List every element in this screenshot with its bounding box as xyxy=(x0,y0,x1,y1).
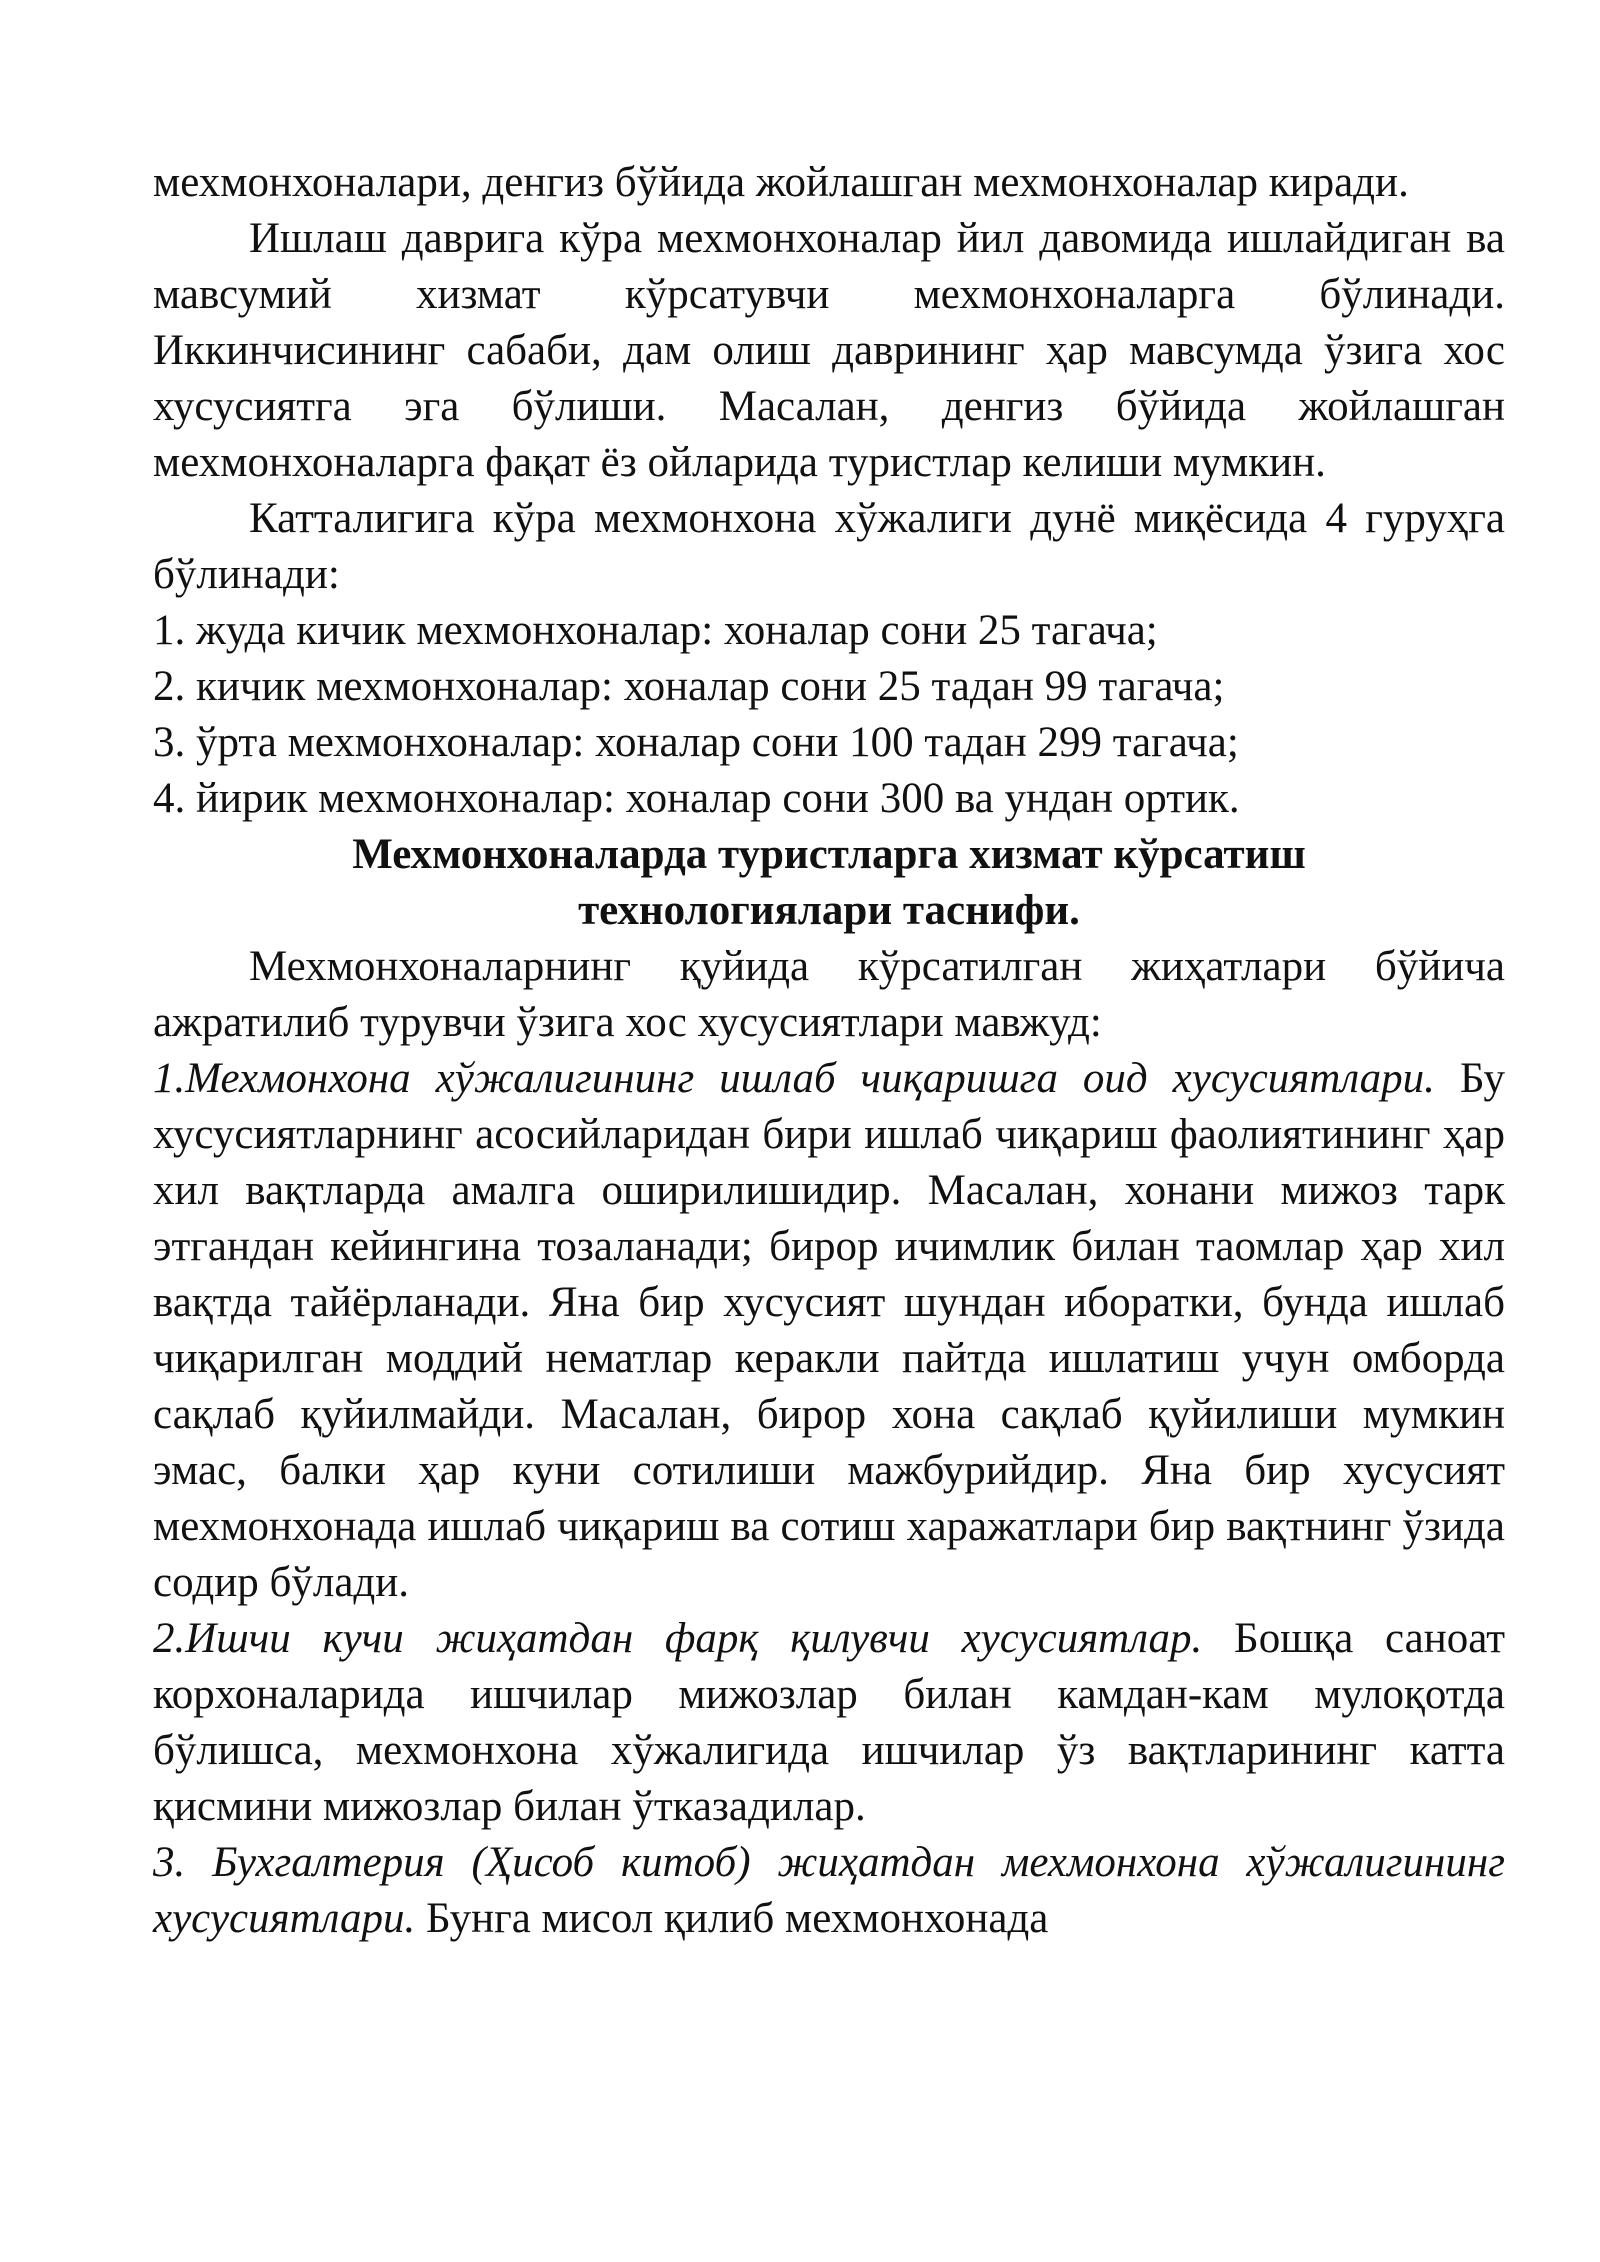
paragraph-features-intro: Мехмонхоналарнинг қуйида кўрсатилган жиҳатлари бўйича ажратилиб турувчи ўзига хос хусусиятлари мавжуд: xyxy=(153,943,1505,1046)
feature-2-text: Бошқа саноат корхоналарида ишчилар мижозлар билан камдан-кам мулоқотда бўлишса, мехмонхона хўжалигида ишчилар ўз вақтларининг катта қисмини мижозлар билан ўтказадилар. xyxy=(153,1615,1505,1830)
feature-3-paragraph xyxy=(153,1835,1505,1947)
feature-3-text: Бунга мисол қилиб мехмонхонада xyxy=(425,1895,1049,1942)
feature-1-paragraph xyxy=(153,1051,1505,1611)
paragraph-work-period: Ишлаш даврига кўра мехмонхоналар йил давомида ишлайдиган ва мавсумий хизмат кўрсатувчи мехмонхоналарга бўлинади. Иккинчисининг сабаби, дам олиш даврининг ҳар мавсумда ўзига хос хусусиятга эга бўлиши. Масалан, денгиз бўйида жойлашган мехмонхоналарга фақат ёз ойларида туристлар келиши мумкин. xyxy=(153,215,1505,486)
list-item: 4. йирик мехмонхоналар: хоналар сони 300 ва ундан ортик. xyxy=(153,775,1240,822)
document-page xyxy=(153,155,1505,1947)
list-item: 2. кичик мехмонхоналар: хоналар сони 25 тадан 99 тагача; xyxy=(153,663,1225,710)
section-heading-line-1: Мехмонхоналарда туристларга хизмат кўрсатиш xyxy=(352,831,1306,878)
paragraph-size-classification: Катталигига кўра мехмонхона хўжалиги дунё миқёсида 4 гуруҳга бўлинади: xyxy=(153,495,1505,598)
list-item: 1. жуда кичик мехмонхоналар: хоналар сони 25 тагача; xyxy=(153,607,1158,654)
paragraph-intro: мехмонхоналари, денгиз бўйида жойлашган мехмонхоналар киради. xyxy=(153,159,1409,206)
feature-1-text: Бу хусусиятларнинг асосийларидан бири ишлаб чиқариш фаолиятининг ҳар хил вақтларда амалга оширилишидир. Масалан, хонани мижоз тарк этгандан кейингина тозаланади; бирор ичимлик билан таомлар ҳар хил вақтда тайёрланади. Яна бир хусусият шундан иборатки, бунда ишлаб чиқарилган моддий нематлар керакли пайтда ишлатиш учун омборда сақлаб қуйилмайди. Масалан, бирор хона сақлаб қуйилиши мумкин эмас, балки ҳар куни сотилиши мажбурийдир. Яна бир хусусият мехмонхонада ишлаб чиқариш ва сотиш харажатлари бир вақтнинг ўзида содир бўлади. xyxy=(153,1055,1505,1606)
feature-2-paragraph xyxy=(153,1611,1505,1835)
feature-2-title: 2.Ишчи кучи жиҳатдан фарқ қилувчи хусусиятлар. xyxy=(153,1615,1203,1662)
feature-1-title: 1.Мехмонхона хўжалигининг ишлаб чиқаришга оид хусусиятлари. xyxy=(153,1055,1435,1102)
section-heading-line-2: технологиялари таснифи. xyxy=(578,887,1080,934)
feature-3-title: 3. Бухгалтерия (Ҳисоб китоб) жиҳатдан мехмонхона хўжалигининг хусусиятлари. xyxy=(153,1839,1505,1942)
list-item: 3. ўрта мехмонхоналар: хоналар сони 100 тадан 299 тагача; xyxy=(153,719,1239,766)
